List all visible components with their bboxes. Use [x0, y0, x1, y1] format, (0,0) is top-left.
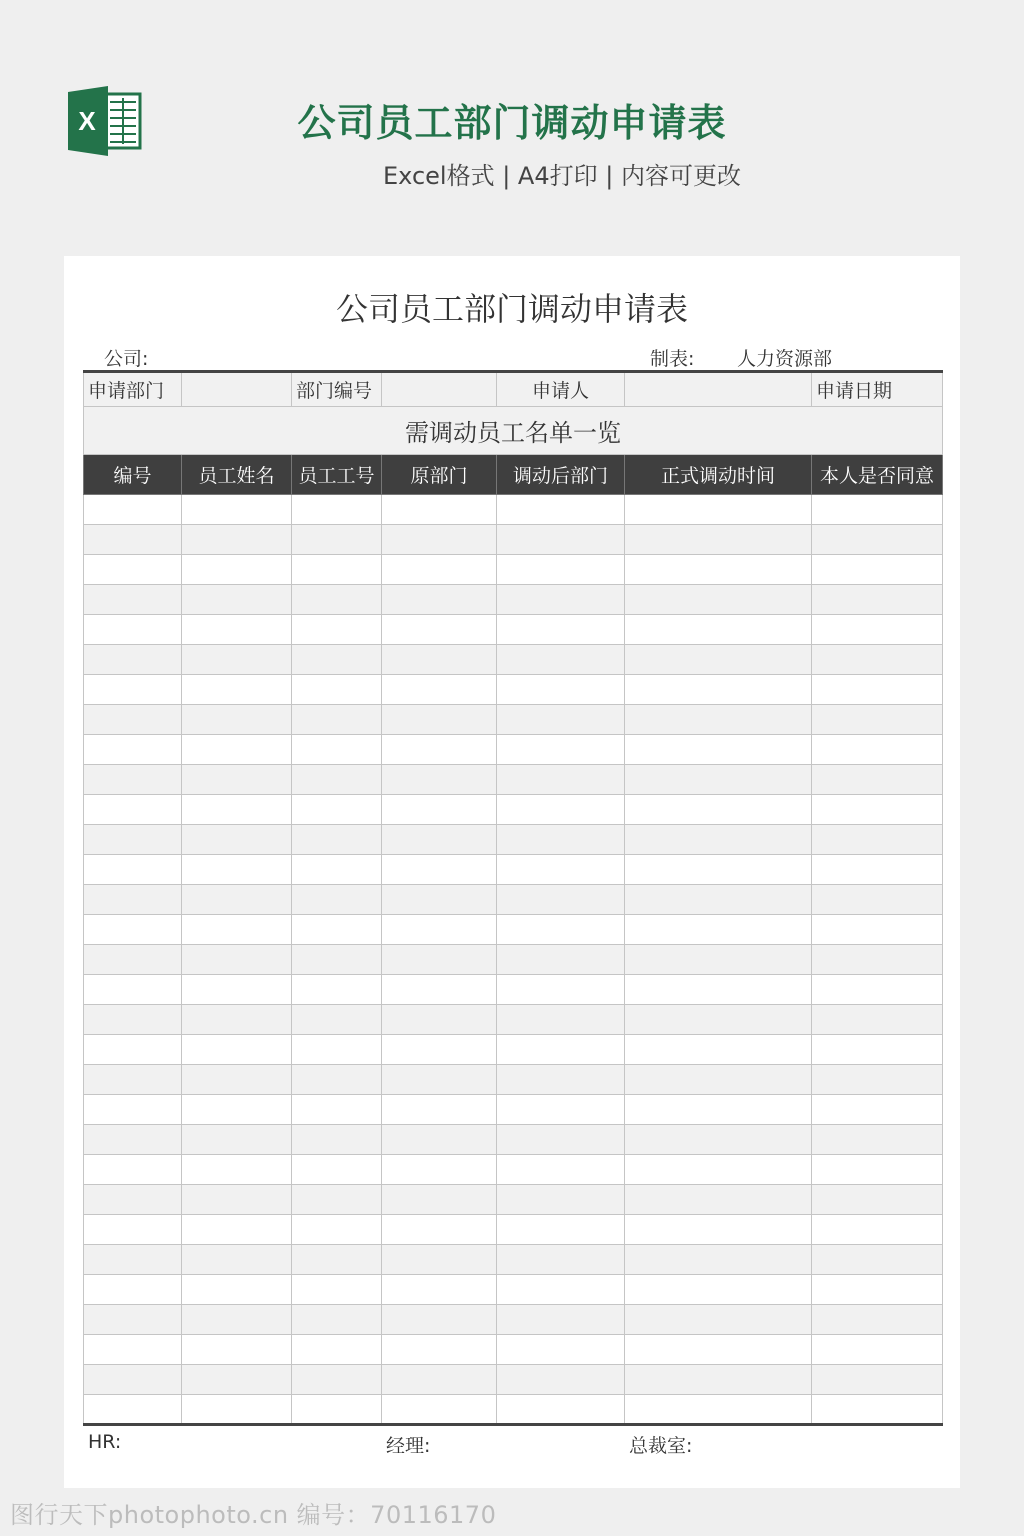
transfer-table — [83, 370, 942, 1426]
table-cell[interactable] — [625, 585, 812, 615]
table-cell[interactable] — [812, 825, 943, 855]
table-cell[interactable] — [625, 975, 812, 1005]
table-cell[interactable] — [625, 495, 812, 525]
table-cell[interactable] — [497, 585, 625, 615]
list-title-row — [84, 407, 943, 455]
table-cell[interactable] — [84, 915, 182, 945]
table-row — [84, 825, 943, 855]
table-cell[interactable] — [382, 1095, 497, 1125]
table-cell[interactable] — [812, 1095, 943, 1125]
manager-label: 经理: — [386, 1435, 431, 1457]
table-cell[interactable] — [292, 1395, 382, 1425]
table-row — [84, 705, 943, 735]
table-row — [84, 1125, 943, 1155]
table-cell[interactable] — [382, 705, 497, 735]
table-cell[interactable] — [84, 1005, 182, 1035]
table-row — [84, 495, 943, 525]
table-cell[interactable] — [625, 855, 812, 885]
table-cell[interactable] — [84, 1305, 182, 1335]
table-cell[interactable] — [625, 1095, 812, 1125]
column-header: 编号 — [84, 455, 182, 495]
table-cell[interactable] — [382, 855, 497, 885]
maker-value: 人力资源部 — [737, 348, 833, 370]
table-cell[interactable] — [625, 1395, 812, 1425]
table-cell[interactable] — [182, 975, 292, 1005]
table-cell[interactable] — [292, 525, 382, 555]
table-cell[interactable] — [812, 675, 943, 705]
table-cell[interactable] — [497, 855, 625, 885]
table-cell[interactable] — [497, 1365, 625, 1395]
table-row — [84, 525, 943, 555]
table-cell[interactable] — [382, 1065, 497, 1095]
table-cell[interactable] — [382, 555, 497, 585]
table-cell[interactable] — [812, 495, 943, 525]
table-cell[interactable] — [812, 1395, 943, 1425]
table-cell[interactable] — [84, 1275, 182, 1305]
table-cell[interactable] — [812, 1065, 943, 1095]
table-cell[interactable] — [382, 1035, 497, 1065]
table-cell[interactable] — [84, 525, 182, 555]
table-cell[interactable] — [292, 1035, 382, 1065]
table-cell[interactable] — [84, 825, 182, 855]
table-row — [84, 1065, 943, 1095]
table-row — [84, 1395, 943, 1425]
table-cell[interactable] — [625, 615, 812, 645]
dept-field[interactable] — [182, 372, 292, 407]
table-cell[interactable] — [292, 915, 382, 945]
table-cell[interactable] — [625, 795, 812, 825]
table-row — [84, 675, 943, 705]
table-cell[interactable] — [625, 1065, 812, 1095]
table-cell[interactable] — [382, 735, 497, 765]
table-cell[interactable] — [812, 1305, 943, 1335]
table-cell[interactable] — [382, 915, 497, 945]
table-row — [84, 615, 943, 645]
table-cell[interactable] — [84, 615, 182, 645]
table-cell[interactable] — [812, 1035, 943, 1065]
table-cell[interactable] — [812, 945, 943, 975]
table-cell[interactable] — [292, 735, 382, 765]
table-cell[interactable] — [497, 885, 625, 915]
table-cell[interactable] — [84, 495, 182, 525]
table-cell[interactable] — [497, 705, 625, 735]
table-cell[interactable] — [382, 825, 497, 855]
table-cell[interactable] — [84, 1395, 182, 1425]
table-cell[interactable] — [382, 1185, 497, 1215]
table-cell[interactable] — [625, 1035, 812, 1065]
table-row — [84, 1365, 943, 1395]
table-cell[interactable] — [625, 765, 812, 795]
table-cell[interactable] — [292, 1275, 382, 1305]
table-cell[interactable] — [625, 1005, 812, 1035]
table-cell[interactable] — [292, 795, 382, 825]
table-row — [84, 795, 943, 825]
table-cell[interactable] — [497, 675, 625, 705]
table-cell[interactable] — [182, 495, 292, 525]
applicant-field[interactable] — [625, 372, 812, 407]
table-cell[interactable] — [292, 1245, 382, 1275]
table-cell[interactable] — [382, 645, 497, 675]
table-cell[interactable] — [292, 1125, 382, 1155]
hr-label: HR: — [88, 1431, 122, 1453]
table-cell[interactable] — [812, 795, 943, 825]
promo-subtitle: Excel格式 | A4打印 | 内容可更改 — [383, 162, 741, 190]
table-cell[interactable] — [812, 1335, 943, 1365]
table-cell[interactable] — [382, 1335, 497, 1365]
table-cell[interactable] — [382, 495, 497, 525]
table-cell[interactable] — [625, 915, 812, 945]
table-cell[interactable] — [497, 555, 625, 585]
table-cell[interactable] — [625, 1365, 812, 1395]
form-sheet — [64, 256, 960, 1488]
table-cell[interactable] — [292, 555, 382, 585]
table-cell[interactable] — [292, 1335, 382, 1365]
column-header: 正式调动时间 — [625, 455, 812, 495]
table-cell[interactable] — [182, 1125, 292, 1155]
table-cell[interactable] — [84, 1365, 182, 1395]
table-cell[interactable] — [84, 1245, 182, 1275]
table-cell[interactable] — [625, 1215, 812, 1245]
table-cell[interactable] — [292, 1305, 382, 1335]
table-row — [84, 1005, 943, 1035]
table-row — [84, 1305, 943, 1335]
table-row — [84, 585, 943, 615]
promo-title: 公司员工部门调动申请表 — [297, 101, 727, 145]
table-cell[interactable] — [625, 1245, 812, 1275]
table-cell[interactable] — [497, 795, 625, 825]
table-cell[interactable] — [84, 1095, 182, 1125]
ceo-label: 总裁室: — [629, 1435, 693, 1457]
table-row — [84, 735, 943, 765]
table-cell[interactable] — [182, 1395, 292, 1425]
date-label: 申请日期 — [812, 372, 943, 407]
table-cell[interactable] — [382, 525, 497, 555]
column-header: 员工姓名 — [182, 455, 292, 495]
table-cell[interactable] — [182, 735, 292, 765]
table-cell[interactable] — [292, 885, 382, 915]
table-cell[interactable] — [292, 1005, 382, 1035]
table-cell[interactable] — [84, 585, 182, 615]
table-cell[interactable] — [84, 1215, 182, 1245]
table-cell[interactable] — [625, 1125, 812, 1155]
table-row — [84, 855, 943, 885]
table-cell[interactable] — [84, 855, 182, 885]
table-cell[interactable] — [292, 1095, 382, 1125]
table-cell[interactable] — [292, 585, 382, 615]
table-cell[interactable] — [497, 525, 625, 555]
table-row — [84, 1245, 943, 1275]
table-cell[interactable] — [497, 615, 625, 645]
dept-no-field[interactable] — [382, 372, 497, 407]
table-cell[interactable] — [182, 1305, 292, 1335]
table-cell[interactable] — [497, 495, 625, 525]
table-cell[interactable] — [292, 765, 382, 795]
table-cell[interactable] — [382, 1125, 497, 1155]
table-cell[interactable] — [382, 1005, 497, 1035]
table-cell[interactable] — [84, 1185, 182, 1215]
table-cell[interactable] — [292, 1155, 382, 1185]
table-cell[interactable] — [625, 1155, 812, 1185]
table-cell[interactable] — [625, 1335, 812, 1365]
table-cell[interactable] — [382, 795, 497, 825]
table-cell[interactable] — [292, 975, 382, 1005]
table-cell[interactable] — [812, 705, 943, 735]
table-cell[interactable] — [382, 765, 497, 795]
table-cell[interactable] — [497, 1155, 625, 1185]
table-cell[interactable] — [182, 1035, 292, 1065]
table-cell[interactable] — [182, 945, 292, 975]
table-cell[interactable] — [382, 615, 497, 645]
table-cell[interactable] — [292, 1185, 382, 1215]
table-cell[interactable] — [382, 975, 497, 1005]
table-cell[interactable] — [292, 1215, 382, 1245]
table-cell[interactable] — [84, 555, 182, 585]
table-cell[interactable] — [497, 825, 625, 855]
table-cell[interactable] — [84, 945, 182, 975]
table-row — [84, 945, 943, 975]
table-cell[interactable] — [812, 1185, 943, 1215]
table-cell[interactable] — [182, 615, 292, 645]
table-row — [84, 1275, 943, 1305]
table-cell[interactable] — [292, 705, 382, 735]
table-cell[interactable] — [292, 855, 382, 885]
table-cell[interactable] — [182, 675, 292, 705]
table-cell[interactable] — [84, 675, 182, 705]
table-cell[interactable] — [292, 495, 382, 525]
table-cell[interactable] — [182, 765, 292, 795]
table-cell[interactable] — [625, 1305, 812, 1335]
table-row — [84, 765, 943, 795]
table-cell[interactable] — [182, 645, 292, 675]
table-cell[interactable] — [182, 915, 292, 945]
table-cell[interactable] — [182, 1245, 292, 1275]
dept-label: 申请部门 — [84, 372, 182, 407]
table-cell[interactable] — [812, 735, 943, 765]
info-row — [84, 372, 943, 407]
table-cell[interactable] — [625, 675, 812, 705]
column-header: 员工工号 — [292, 455, 382, 495]
table-cell[interactable] — [382, 1245, 497, 1275]
table-cell[interactable] — [382, 1155, 497, 1185]
table-cell[interactable] — [182, 555, 292, 585]
table-row — [84, 1035, 943, 1065]
table-cell[interactable] — [182, 885, 292, 915]
table-cell[interactable] — [182, 525, 292, 555]
table-cell[interactable] — [625, 555, 812, 585]
table-cell[interactable] — [625, 885, 812, 915]
table-cell[interactable] — [497, 1305, 625, 1335]
column-header-row — [84, 455, 943, 495]
table-cell[interactable] — [812, 1365, 943, 1395]
table-row — [84, 1185, 943, 1215]
table-row — [84, 1335, 943, 1365]
company-label: 公司: — [104, 348, 149, 370]
applicant-label: 申请人 — [497, 372, 625, 407]
table-row — [84, 1215, 943, 1245]
table-cell[interactable] — [625, 825, 812, 855]
table-cell[interactable] — [625, 735, 812, 765]
table-cell[interactable] — [182, 705, 292, 735]
table-cell[interactable] — [382, 585, 497, 615]
table-cell[interactable] — [292, 675, 382, 705]
table-cell[interactable] — [497, 645, 625, 675]
table-cell[interactable] — [382, 1395, 497, 1425]
table-cell[interactable] — [84, 1065, 182, 1095]
table-cell[interactable] — [84, 1155, 182, 1185]
table-cell[interactable] — [182, 795, 292, 825]
table-cell[interactable] — [182, 1335, 292, 1365]
table-cell[interactable] — [812, 1005, 943, 1035]
table-cell[interactable] — [812, 885, 943, 915]
table-cell[interactable] — [292, 1365, 382, 1395]
table-cell[interactable] — [292, 825, 382, 855]
table-cell[interactable] — [497, 735, 625, 765]
table-cell[interactable] — [292, 615, 382, 645]
table-cell[interactable] — [812, 555, 943, 585]
table-cell[interactable] — [84, 1335, 182, 1365]
table-cell[interactable] — [497, 1215, 625, 1245]
table-row — [84, 915, 943, 945]
table-cell[interactable] — [497, 975, 625, 1005]
table-cell[interactable] — [812, 765, 943, 795]
maker-label: 制表: — [650, 348, 695, 370]
table-cell[interactable] — [497, 1245, 625, 1275]
table-cell[interactable] — [497, 1185, 625, 1215]
table-cell[interactable] — [812, 1215, 943, 1245]
table-cell[interactable] — [497, 1065, 625, 1095]
table-cell[interactable] — [497, 1335, 625, 1365]
table-cell[interactable] — [497, 1395, 625, 1425]
table-cell[interactable] — [812, 615, 943, 645]
table-cell[interactable] — [84, 705, 182, 735]
table-cell[interactable] — [84, 795, 182, 825]
table-cell[interactable] — [812, 915, 943, 945]
table-cell[interactable] — [625, 645, 812, 675]
table-cell[interactable] — [182, 585, 292, 615]
table-row — [84, 885, 943, 915]
table-cell[interactable] — [382, 675, 497, 705]
table-cell[interactable] — [497, 1005, 625, 1035]
table-cell[interactable] — [812, 1245, 943, 1275]
table-cell[interactable] — [812, 1275, 943, 1305]
table-cell[interactable] — [182, 1215, 292, 1245]
table-cell[interactable] — [497, 945, 625, 975]
table-cell[interactable] — [625, 525, 812, 555]
table-cell[interactable] — [84, 1125, 182, 1155]
table-cell[interactable] — [812, 585, 943, 615]
table-cell[interactable] — [497, 1035, 625, 1065]
table-row — [84, 1155, 943, 1185]
table-cell[interactable] — [182, 1095, 292, 1125]
table-row — [84, 1095, 943, 1125]
list-title: 需调动员工名单一览 — [84, 407, 943, 455]
table-cell[interactable] — [625, 945, 812, 975]
table-cell[interactable] — [182, 1065, 292, 1095]
table-cell[interactable] — [497, 915, 625, 945]
dept-no-label: 部门编号 — [292, 372, 382, 407]
document-title: 公司员工部门调动申请表 — [335, 290, 688, 328]
table-cell[interactable] — [382, 1365, 497, 1395]
table-cell[interactable] — [812, 1155, 943, 1185]
table-cell[interactable] — [84, 885, 182, 915]
table-cell[interactable] — [382, 1305, 497, 1335]
table-cell[interactable] — [497, 1275, 625, 1305]
column-header: 调动后部门 — [497, 455, 625, 495]
table-cell[interactable] — [497, 1125, 625, 1155]
table-cell[interactable] — [382, 1275, 497, 1305]
table-cell[interactable] — [812, 525, 943, 555]
table-cell[interactable] — [497, 1095, 625, 1125]
table-cell[interactable] — [182, 855, 292, 885]
table-cell[interactable] — [292, 645, 382, 675]
table-row — [84, 645, 943, 675]
table-cell[interactable] — [182, 825, 292, 855]
table-cell[interactable] — [382, 1215, 497, 1245]
table-row — [84, 555, 943, 585]
table-cell[interactable] — [812, 855, 943, 885]
table-cell[interactable] — [625, 705, 812, 735]
column-header: 本人是否同意 — [812, 455, 943, 495]
watermark-text: 图行天下photophoto.cn 编号：70116170 — [10, 1501, 497, 1529]
table-cell[interactable] — [292, 1065, 382, 1095]
table-cell[interactable] — [292, 945, 382, 975]
column-header: 原部门 — [382, 455, 497, 495]
table-cell[interactable] — [182, 1005, 292, 1035]
table-cell[interactable] — [382, 885, 497, 915]
table-cell[interactable] — [625, 1185, 812, 1215]
table-cell[interactable] — [84, 1035, 182, 1065]
table-cell[interactable] — [812, 975, 943, 1005]
table-cell[interactable] — [812, 645, 943, 675]
table-cell[interactable] — [497, 765, 625, 795]
table-cell[interactable] — [84, 975, 182, 1005]
table-cell[interactable] — [84, 645, 182, 675]
table-cell[interactable] — [84, 735, 182, 765]
table-cell[interactable] — [84, 765, 182, 795]
table-cell[interactable] — [182, 1365, 292, 1395]
table-cell[interactable] — [625, 1275, 812, 1305]
table-cell[interactable] — [812, 1125, 943, 1155]
table-cell[interactable] — [182, 1185, 292, 1215]
table-cell[interactable] — [182, 1155, 292, 1185]
table-row — [84, 975, 943, 1005]
svg-text:X: X — [78, 106, 96, 136]
table-cell[interactable] — [382, 945, 497, 975]
table-cell[interactable] — [182, 1275, 292, 1305]
